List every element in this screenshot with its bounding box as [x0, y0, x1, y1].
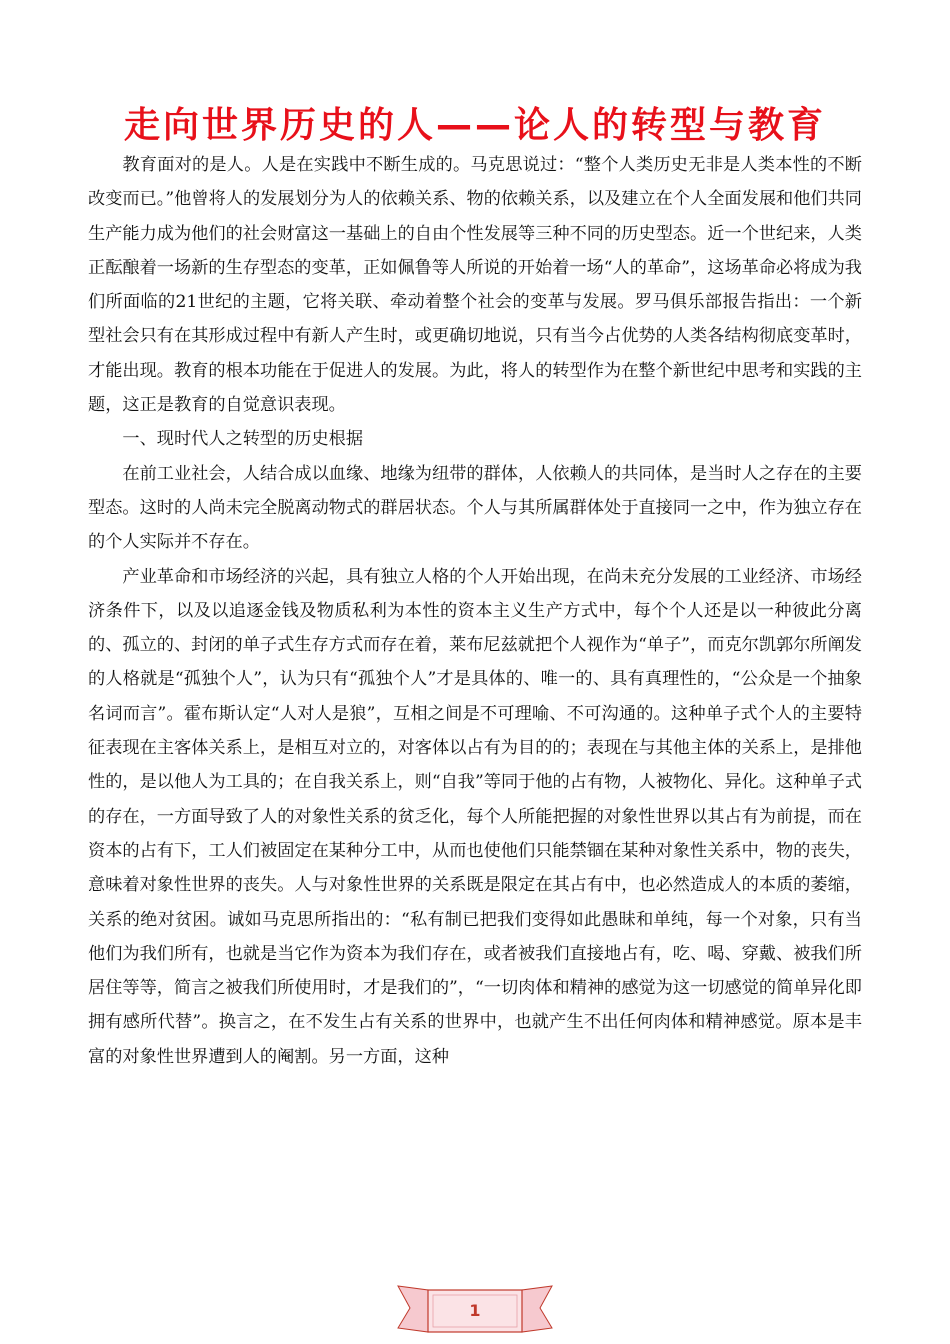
page-number: 1 [469, 1301, 481, 1320]
paragraph-intro: 教育面对的是人。人是在实践中不断生成的。马克思说过：“整个人类历史无非是人类本性的不断改变而已。”他曾将人的发展划分为人的依赖关系、物的依赖关系，以及建立在个人全面发展和他们共同生产能力成为他们的社会财富这一基础上的自由个性发展等三种不同的历史型态。近一个世纪来，人类正酝酿着一场新的生存型态的变革，正如佩鲁等人所说的开始着一场“人的革命”，这场革命必将成为我们所面临的21世纪的主题，它将关联、牵动着整个社会的变革与发展。罗马俱乐部报告指出：一个新型社会只有在其形成过程中有新人产生时，或更确切地说，只有当今占优势的人类各结构彻底变革时，才能出现。教育的根本功能在于促进人的发展。为此，将人的转型作为在整个新世纪中思考和实践的主题，这正是教育的自觉意识表现。 [88, 155, 862, 416]
document-title: 走向世界历史的人——论人的转型与教育 [123, 105, 826, 146]
section-heading: 一、现时代人之转型的历史根据 [122, 429, 364, 450]
document-body [88, 148, 862, 1074]
paragraph-industrial: 产业革命和市场经济的兴起，具有独立人格的个人开始出现，在尚未充分发展的工业经济、市场经济条件下，以及以追逐金钱及物质私利为本性的资本主义生产方式中，每个个人还是以一种彼此分离的、孤立的、封闭的单子式生存方式而存在着，莱布尼兹就把个人视作为“单子”，而克尔凯郭尔所阐发的人格就是“孤独个人”，认为只有“孤独个人”才是具体的、唯一的、具有真理性的，“公众是一个抽象名词而言”。霍布斯认定“人对人是狼”，互相之间是不可理喻、不可沟通的。这种单子式个人的主要特征表现在主客体关系上，是相互对立的，对客体以占有为目的的；表现在与其他主体的关系上，是排他性的，是以他人为工具的；在自我关系上，则“自我”等同于他的占有物，人被物化、异化。这种单子式的存在，一方面导致了人的对象性关系的贫乏化，每个人所能把握的对象性世界以其占有为前提，而在资本的占有下，工人们被固定在某种分工中，从而也使他们只能禁锢在某种对象性关系中，物的丧失，意味着对象性世界的丧失。人与对象性世界的关系既是限定在其占有中，也必然造成人的本质的萎缩，关系的绝对贫困。诚如马克思所指出的：“私有制已把我们变得如此愚昧和单纯，每一个对象，只有当他们为我们所有，也就是当它作为资本为我们存在，或者被我们直接地占有，吃、喝、穿戴、被我们所居住等等，简言之被我们所使用时，才是我们的”，“一切肉体和精神的感觉为这一切感觉的简单异化即拥有感所代替”。换言之，在不发生占有关系的世界中，也就产生不出任何肉体和精神感觉。原本是丰富的对象性世界遭到人的阉割。另一方面，这种 [88, 566, 862, 1067]
paragraph-preindustrial: 在前工业社会，人结合成以血缘、地缘为纽带的群体，人依赖人的共同体，是当时人之存在的主要型态。这时的人尚未完全脱离动物式的群居状态。个人与其所属群体处于直接同一之中，作为独立存在的个人实际并不存在。 [88, 463, 862, 553]
